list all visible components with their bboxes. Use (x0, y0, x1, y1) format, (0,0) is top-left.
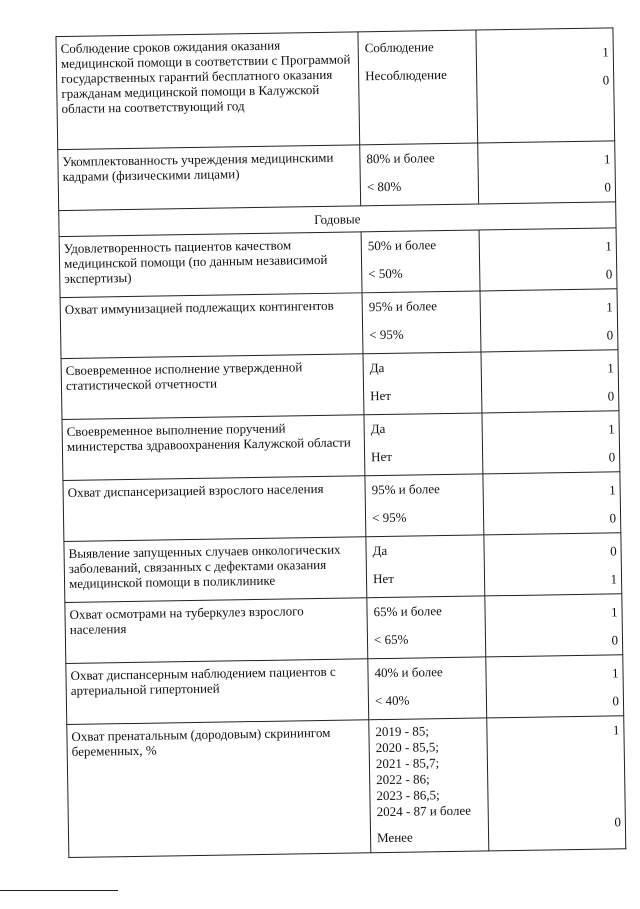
points-cell (476, 28, 615, 143)
points-value: 1 (610, 604, 618, 620)
points-value: 0 (608, 449, 616, 465)
points-value: 1 (612, 722, 620, 738)
value-option: 65% и более (373, 603, 442, 620)
year-target: 2021 - 85,7; (375, 755, 440, 772)
points-cell (482, 411, 620, 474)
value-option: 95% и более (371, 481, 441, 498)
value-option: Менее (376, 829, 413, 846)
points-value: 0 (606, 327, 614, 343)
points-cell (483, 472, 621, 535)
value-option: 95% и более (368, 298, 438, 315)
table-row (63, 472, 621, 542)
criterion-cell: Охват осмотрами на туберкулез взрослого населения (65, 598, 368, 664)
value-option: < 95% (369, 326, 404, 343)
points-cell (485, 594, 623, 657)
points-value: 1 (607, 360, 614, 376)
table-row (61, 350, 619, 420)
value-cell (367, 596, 486, 659)
criterion-cell: Охват диспансерным наблюдением пациентов с артериальной гипертонией (66, 659, 369, 725)
points-value: 1 (608, 421, 615, 437)
value-cell (366, 535, 485, 598)
points-value: 1 (610, 571, 618, 587)
points-value: 1 (605, 238, 612, 254)
table-row (58, 141, 616, 211)
value-option: 40% и более (374, 664, 443, 681)
footnote-rule (0, 890, 118, 891)
value-option: Соблюдение (364, 39, 434, 56)
table-row (65, 594, 623, 664)
value-cell (361, 230, 480, 293)
value-option: < 65% (373, 631, 409, 648)
criterion-cell: Укомплектованность учреждения медицинскими кадрами (физическими лицами) (58, 145, 361, 211)
value-option: Нет (370, 448, 393, 465)
value-option: Да (369, 359, 385, 376)
points-value: 0 (607, 388, 615, 404)
points-value: 0 (602, 72, 610, 88)
criterion-cell: Охват пренатальным (дородовым) скринингом беременных, % (67, 720, 371, 858)
points-cell (486, 655, 624, 718)
points-value: 0 (610, 543, 617, 559)
section-title: Годовые (59, 202, 616, 237)
value-cell (362, 291, 481, 354)
year-target: 2020 - 85,5; (375, 739, 439, 756)
points-cell (484, 533, 622, 596)
points-cell (487, 716, 626, 851)
value-option: Нет (372, 570, 394, 587)
points-value: 1 (611, 665, 619, 681)
table-row (62, 411, 620, 481)
points-cell (479, 228, 617, 291)
table-row (66, 655, 624, 725)
points-value: 0 (614, 814, 621, 830)
value-option: < 95% (371, 509, 407, 526)
year-target: 2022 - 86; (376, 771, 430, 788)
points-value: 1 (606, 299, 613, 315)
points-value: 1 (603, 151, 611, 167)
value-option: < 40% (374, 692, 410, 709)
criterion-cell: Своевременное исполнение утвержденной статистической отчетности (61, 354, 364, 420)
criterion-cell: Выявление запущенных случаев онкологических заболеваний, связанных с дефектами оказания медицинской помощи в поликлинике (64, 537, 367, 603)
value-cell (358, 30, 478, 145)
points-value: 0 (611, 632, 619, 648)
year-target: 2023 - 86,5; (376, 787, 440, 804)
points-value: 0 (605, 266, 613, 282)
value-option: Нет (370, 387, 392, 404)
year-target: 2024 - 87 и более (376, 802, 472, 820)
points-value: 0 (604, 179, 612, 195)
table-row (67, 716, 626, 858)
criterion-cell: Своевременное выполнение поручений министерства здравоохранения Калужской области (62, 415, 365, 481)
points-value: 1 (609, 482, 616, 498)
points-cell (478, 141, 616, 204)
criterion-cell: Охват диспансеризацией взрослого населения (63, 476, 366, 542)
criterion-cell: Охват иммунизацией подлежащих контингентов (60, 293, 363, 359)
value-cell (365, 474, 484, 537)
points-value: 1 (602, 44, 609, 60)
value-option: Несоблюдение (365, 66, 447, 84)
value-cell (369, 718, 489, 853)
value-cell (360, 143, 479, 206)
year-target: 2019 - 85; (375, 723, 429, 740)
year-targets (375, 719, 482, 821)
value-option: < 50% (368, 265, 403, 282)
table-row (64, 533, 622, 603)
value-cell (363, 352, 482, 415)
points-value: 0 (612, 693, 620, 709)
value-cell (368, 657, 487, 720)
points-cell (481, 350, 619, 413)
points-value: 0 (609, 510, 617, 526)
value-option: Да (370, 420, 386, 437)
value-option: 50% и более (367, 237, 437, 254)
value-option: < 80% (366, 178, 402, 195)
table-row (59, 228, 617, 298)
table-row (56, 28, 615, 150)
table-row (60, 289, 618, 359)
value-option: Да (372, 542, 388, 559)
criterion-cell: Удовлетворенность пациентов качеством медицинской помощи (по данным независимой экспертизы) (59, 232, 362, 298)
value-cell (364, 413, 483, 476)
value-option: 80% и более (366, 150, 435, 167)
criterion-cell: Соблюдение сроков ожидания оказания медицинской помощи в соответствии с Программой государственных гарантий бесплатного оказания гражданам медицинской помощи в Калужской области на соответствующий год (56, 32, 360, 150)
points-cell (480, 289, 618, 352)
criteria-table (55, 27, 626, 858)
